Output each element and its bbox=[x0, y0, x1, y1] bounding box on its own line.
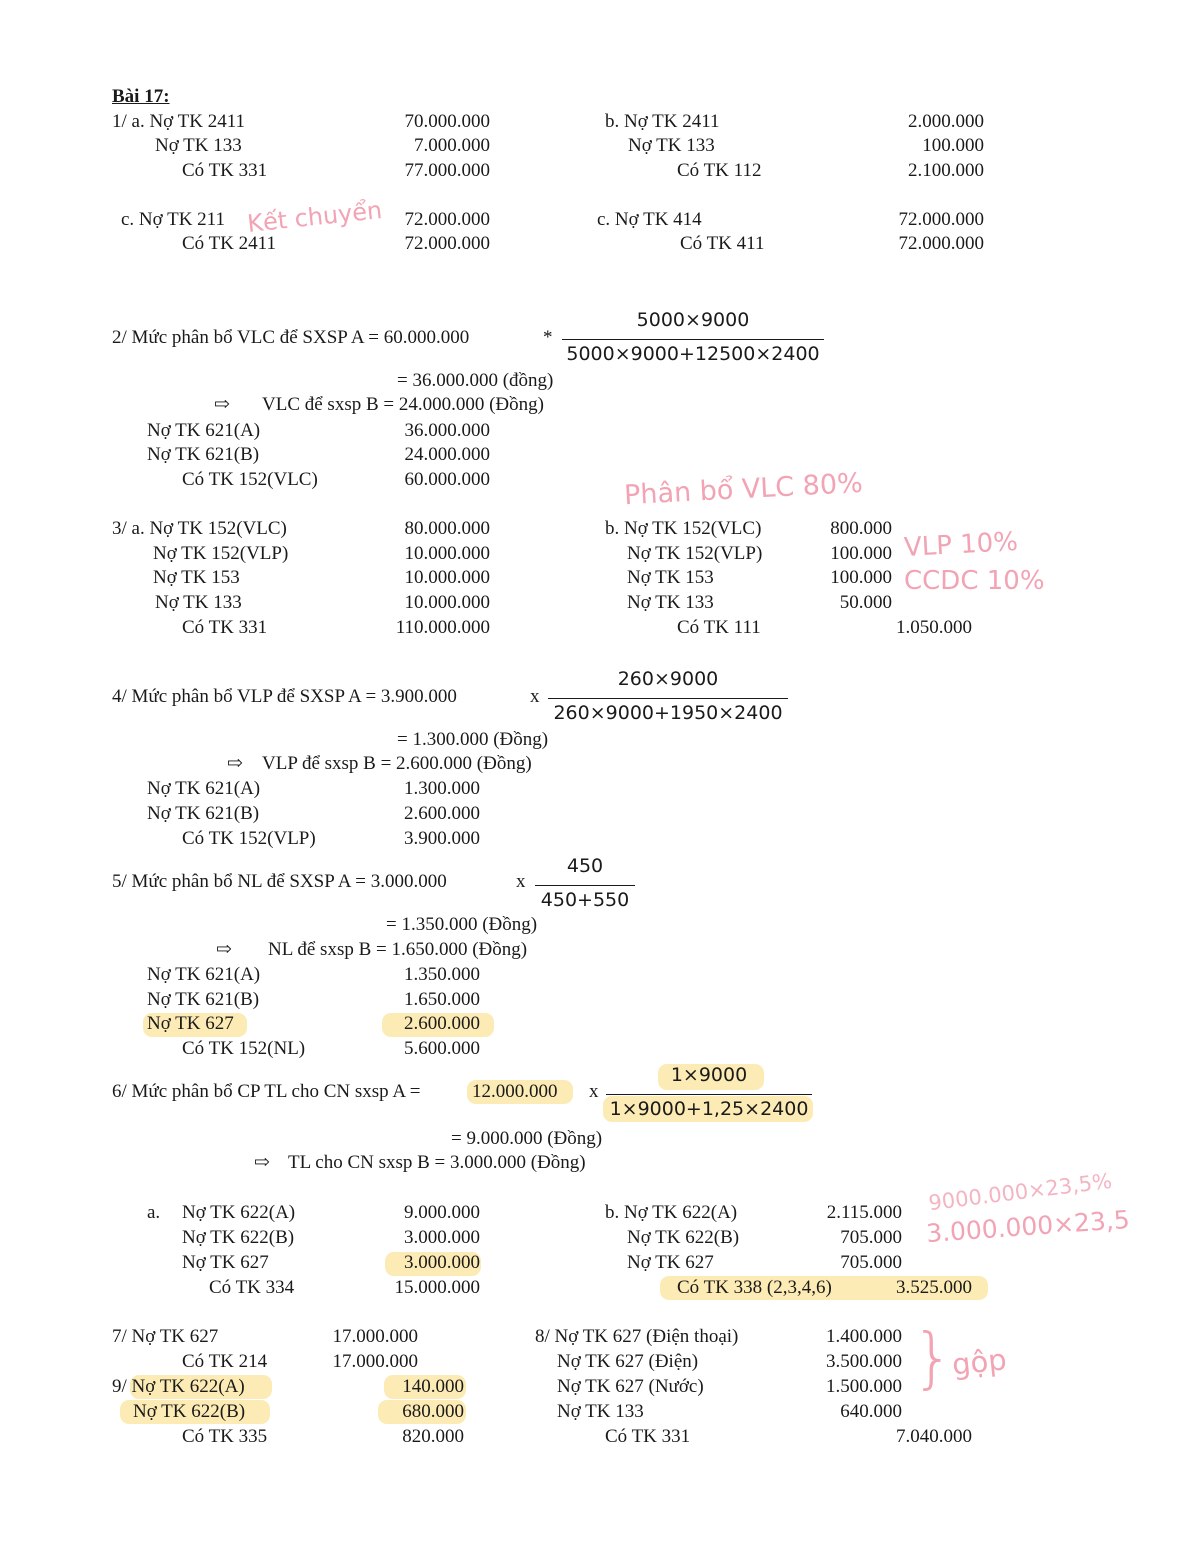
s9-l2-value: 680.000 bbox=[402, 1401, 464, 1422]
s6-a1-value: 9.000.000 bbox=[404, 1202, 480, 1223]
s9-l1-value: 140.000 bbox=[402, 1376, 464, 1397]
s1-d-label: c. Nợ TK 414 bbox=[597, 209, 702, 230]
s3-b5-value: 1.050.000 bbox=[896, 617, 972, 638]
s6-b1-label: b. Nợ TK 622(A) bbox=[605, 1202, 738, 1223]
s7-l2-label: Có TK 214 bbox=[182, 1351, 268, 1372]
s5-text: 5/ Mức phân bổ NL để SXSP A = 3.000.000 bbox=[112, 871, 447, 892]
s6-handwritten-note-2: 3.000.000×23,5 bbox=[925, 1204, 1131, 1249]
s1-a-value: 70.000.000 bbox=[404, 111, 490, 132]
s8-l5-value: 7.040.000 bbox=[896, 1426, 972, 1447]
s3-handwritten-note-2: CCDC 10% bbox=[904, 566, 1045, 596]
s6-denominator: 1×9000+1,25×2400 bbox=[609, 1098, 809, 1120]
s8-l5-label: Có TK 331 bbox=[605, 1426, 691, 1447]
s5-r3-label: Nợ TK 627 bbox=[147, 1013, 234, 1034]
s9-l2-label: Nợ TK 622(B) bbox=[133, 1401, 246, 1422]
s6-result: = 9.000.000 (Đồng) bbox=[451, 1128, 603, 1149]
s6-a2-value: 3.000.000 bbox=[404, 1227, 480, 1248]
s6-a2-label: Nợ TK 622(B) bbox=[182, 1227, 295, 1248]
s8-l1-value: 1.400.000 bbox=[826, 1326, 902, 1347]
s5-result: = 1.350.000 (Đồng) bbox=[386, 914, 538, 935]
s6-b2-value: 705.000 bbox=[840, 1227, 902, 1248]
s4-text: 4/ Mức phân bổ VLP để SXSP A = 3.900.000 bbox=[112, 686, 457, 707]
s4-r1-label: Nợ TK 621(A) bbox=[147, 778, 261, 799]
s2-r3-value: 60.000.000 bbox=[404, 469, 490, 490]
s1-d2-value: 72.000.000 bbox=[898, 233, 984, 254]
s1-b3-label: Có TK 112 bbox=[677, 160, 762, 181]
s5-r2-value: 1.650.000 bbox=[404, 989, 480, 1010]
s6-b1-value: 2.115.000 bbox=[826, 1202, 902, 1223]
s3-a2-value: 10.000.000 bbox=[404, 543, 490, 564]
s4-operator: x bbox=[530, 686, 540, 707]
s2-r1-value: 36.000.000 bbox=[404, 420, 490, 441]
s6-b4-value: 3.525.000 bbox=[896, 1277, 972, 1298]
s6-a-mark: a. bbox=[147, 1202, 161, 1223]
s3-b4-label: Nợ TK 133 bbox=[627, 592, 714, 613]
s1-c2-label: Có TK 2411 bbox=[182, 233, 276, 254]
s3-a-label: 3/ a. Nợ TK 152(VLC) bbox=[112, 518, 287, 539]
s6-a3-label: Nợ TK 627 bbox=[182, 1252, 269, 1273]
s6-a3-value: 3.000.000 bbox=[404, 1252, 480, 1273]
s4-numerator: 260×9000 bbox=[617, 668, 719, 690]
s1-b-value: 2.000.000 bbox=[908, 111, 984, 132]
s2-denominator: 5000×9000+12500×2400 bbox=[566, 343, 820, 365]
s4-denominator: 260×9000+1950×2400 bbox=[553, 702, 783, 724]
s6-b2-label: Nợ TK 622(B) bbox=[627, 1227, 740, 1248]
s1-a3-label: Có TK 331 bbox=[182, 160, 268, 181]
s4-b-text: VLP để sxsp B = 2.600.000 (Đồng) bbox=[262, 753, 532, 774]
s5-operator: x bbox=[516, 871, 526, 892]
s6-numerator: 1×9000 bbox=[670, 1064, 748, 1086]
fraction-bar bbox=[535, 885, 635, 886]
arrow-icon: ⇨ bbox=[214, 394, 230, 415]
s5-numerator: 450 bbox=[566, 855, 604, 877]
brace-icon: } bbox=[912, 1319, 954, 1396]
s8-l4-label: Nợ TK 133 bbox=[557, 1401, 644, 1422]
s2-text: 2/ Mức phân bổ VLC để SXSP A = 60.000.000 bbox=[112, 327, 470, 348]
s3-handwritten-note-1: VLP 10% bbox=[903, 527, 1019, 563]
s8-l1-label: 8/ Nợ TK 627 (Điện thoại) bbox=[535, 1326, 739, 1347]
s3-a3-value: 10.000.000 bbox=[404, 567, 490, 588]
s8-l2-value: 3.500.000 bbox=[826, 1351, 902, 1372]
fraction-bar bbox=[562, 339, 824, 340]
s6-b4-label: Có TK 338 (2,3,4,6) bbox=[677, 1277, 832, 1298]
s2-result: = 36.000.000 (đồng) bbox=[397, 370, 554, 391]
s6-b3-value: 705.000 bbox=[840, 1252, 902, 1273]
s5-r4-label: Có TK 152(NL) bbox=[182, 1038, 306, 1059]
s9-l3-label: Có TK 335 bbox=[182, 1426, 268, 1447]
s3-a3-label: Nợ TK 153 bbox=[153, 567, 240, 588]
s1-b-label: b. Nợ TK 2411 bbox=[605, 111, 720, 132]
s6-a1-label: Nợ TK 622(A) bbox=[182, 1202, 296, 1223]
s3-b5-label: Có TK 111 bbox=[677, 617, 761, 638]
s2-fraction bbox=[562, 309, 824, 371]
s8-l4-value: 640.000 bbox=[840, 1401, 902, 1422]
s1-a2-label: Nợ TK 133 bbox=[155, 135, 242, 156]
s1-c2-value: 72.000.000 bbox=[404, 233, 490, 254]
s2-r2-label: Nợ TK 621(B) bbox=[147, 444, 260, 465]
s9-l1-label: 9/ Nợ TK 622(A) bbox=[112, 1376, 245, 1397]
s1-d2-label: Có TK 411 bbox=[680, 233, 765, 254]
s3-a2-label: Nợ TK 152(VLP) bbox=[153, 543, 289, 564]
s5-r4-value: 5.600.000 bbox=[404, 1038, 480, 1059]
s1-c-label: c. Nợ TK 211 bbox=[121, 209, 225, 230]
s3-a5-value: 110.000.000 bbox=[395, 617, 490, 638]
s5-r1-label: Nợ TK 621(A) bbox=[147, 964, 261, 985]
s3-b2-value: 100.000 bbox=[830, 543, 892, 564]
s2-b-text: VLC để sxsp B = 24.000.000 (Đồng) bbox=[262, 394, 544, 415]
s6-a4-label: Có TK 334 bbox=[209, 1277, 295, 1298]
s9-l3-value: 820.000 bbox=[402, 1426, 464, 1447]
fraction-bar bbox=[548, 698, 788, 699]
s1-a2-value: 7.000.000 bbox=[414, 135, 490, 156]
s3-b4-value: 50.000 bbox=[839, 592, 892, 613]
s2-r1-label: Nợ TK 621(A) bbox=[147, 420, 261, 441]
arrow-icon: ⇨ bbox=[216, 939, 232, 960]
s6-b3-label: Nợ TK 627 bbox=[627, 1252, 714, 1273]
s2-numerator: 5000×9000 bbox=[636, 309, 750, 331]
s1-a3-value: 77.000.000 bbox=[404, 160, 490, 181]
s6-amount: 12.000.000 bbox=[472, 1081, 558, 1102]
s6-a4-value: 15.000.000 bbox=[394, 1277, 480, 1298]
s5-r3-value: 2.600.000 bbox=[404, 1013, 480, 1034]
s4-fraction bbox=[548, 668, 788, 730]
s5-b-text: NL để sxsp B = 1.650.000 (Đồng) bbox=[268, 939, 528, 960]
s1-a-label: 1/ a. Nợ TK 2411 bbox=[112, 111, 246, 132]
s6-text: 6/ Mức phân bổ CP TL cho CN sxsp A = bbox=[112, 1081, 421, 1102]
s5-r1-value: 1.350.000 bbox=[404, 964, 480, 985]
s2-r3-label: Có TK 152(VLC) bbox=[182, 469, 318, 490]
s4-r2-label: Nợ TK 621(B) bbox=[147, 803, 260, 824]
s4-r3-value: 3.900.000 bbox=[404, 828, 480, 849]
s1-d-value: 72.000.000 bbox=[898, 209, 984, 230]
s1-c-value: 72.000.000 bbox=[404, 209, 490, 230]
s5-r2-label: Nợ TK 621(B) bbox=[147, 989, 260, 1010]
s3-b3-label: Nợ TK 153 bbox=[627, 567, 714, 588]
s6-fraction bbox=[606, 1064, 812, 1126]
s3-a5-label: Có TK 331 bbox=[182, 617, 268, 638]
s3-b-value: 800.000 bbox=[830, 518, 892, 539]
s2-handwritten-note: Phân bổ VLC 80% bbox=[623, 467, 864, 512]
s3-a-value: 80.000.000 bbox=[404, 518, 490, 539]
s3-a4-label: Nợ TK 133 bbox=[155, 592, 242, 613]
s4-r3-label: Có TK 152(VLP) bbox=[182, 828, 316, 849]
s4-r1-value: 1.300.000 bbox=[404, 778, 480, 799]
s8-l2-label: Nợ TK 627 (Điện) bbox=[557, 1351, 699, 1372]
s1-b2-value: 100.000 bbox=[922, 135, 984, 156]
s3-b-label: b. Nợ TK 152(VLC) bbox=[605, 518, 762, 539]
s8-l3-value: 1.500.000 bbox=[826, 1376, 902, 1397]
arrow-icon: ⇨ bbox=[254, 1152, 270, 1173]
s3-b3-value: 100.000 bbox=[830, 567, 892, 588]
s7-l2-value: 17.000.000 bbox=[332, 1351, 418, 1372]
s2-r2-value: 24.000.000 bbox=[404, 444, 490, 465]
s6-b-text: TL cho CN sxsp B = 3.000.000 (Đồng) bbox=[288, 1152, 586, 1173]
fraction-bar bbox=[606, 1094, 812, 1095]
s6-handwritten-note-1: 9000.000×23,5% bbox=[927, 1168, 1114, 1216]
s5-fraction bbox=[535, 855, 635, 917]
page-title: Bài 17: bbox=[112, 86, 170, 107]
s1-b2-label: Nợ TK 133 bbox=[628, 135, 715, 156]
s8-handwritten-note: gộp bbox=[950, 1342, 1009, 1382]
s4-r2-value: 2.600.000 bbox=[404, 803, 480, 824]
s3-b2-label: Nợ TK 152(VLP) bbox=[627, 543, 763, 564]
s2-operator: * bbox=[543, 327, 553, 348]
s5-denominator: 450+550 bbox=[540, 889, 630, 911]
s1-b3-value: 2.100.000 bbox=[908, 160, 984, 181]
s1-handwritten-note: Kết chuyển bbox=[245, 196, 384, 238]
s3-a4-value: 10.000.000 bbox=[404, 592, 490, 613]
s7-l1-label: 7/ Nợ TK 627 bbox=[112, 1326, 219, 1347]
s6-operator: x bbox=[589, 1081, 599, 1102]
s8-l3-label: Nợ TK 627 (Nước) bbox=[557, 1376, 704, 1397]
s4-result: = 1.300.000 (Đồng) bbox=[397, 729, 549, 750]
arrow-icon: ⇨ bbox=[227, 753, 243, 774]
s7-l1-value: 17.000.000 bbox=[332, 1326, 418, 1347]
